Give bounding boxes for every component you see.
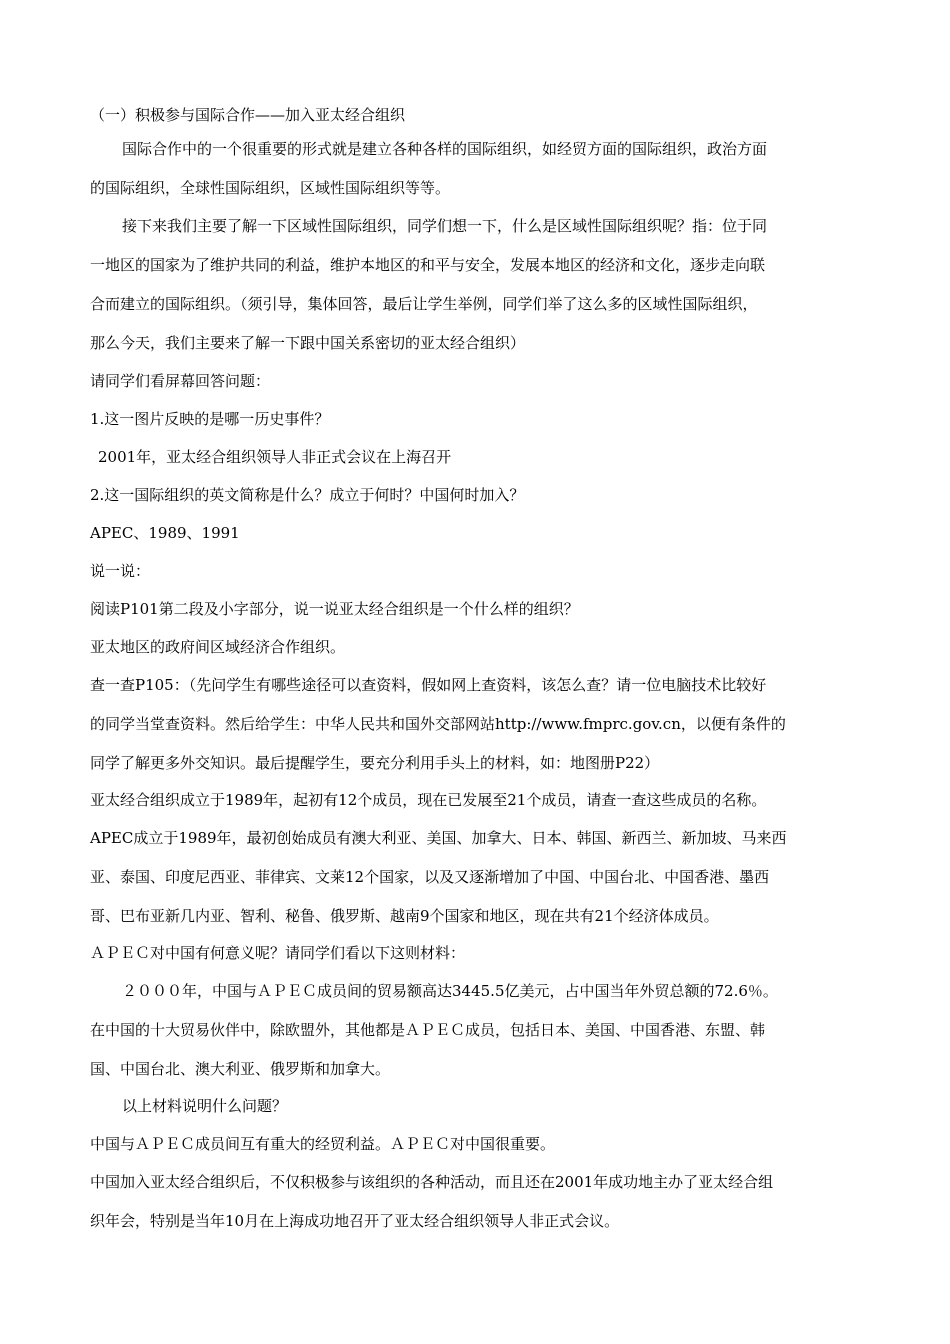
reading-task: 阅读P101第二段及小字部分，说一说亚太经合组织是一个什么样的组织？ <box>90 600 579 618</box>
answer-2: APEC、1989、1991 <box>90 524 240 542</box>
paragraph-international-cooperation <box>90 140 767 198</box>
text-line: 国、中国台北、澳大利亚、俄罗斯和加拿大。 <box>90 1060 391 1078</box>
text-line: ２０００年，中国与ＡＰＥＣ成员间的贸易额高达3445.5亿美元，占中国当年外贸总额的72.6％。 <box>122 982 778 1000</box>
question-2: 2.这一国际组织的英文简称是什么？成立于何时？中国何时加入？ <box>90 486 525 504</box>
apec-members <box>90 829 787 926</box>
text-line: APEC成立于1989年，最初创始成员有澳大利亚、美国、加拿大、日本、韩国、新西兰、新加坡、马来西 <box>90 829 787 847</box>
text-line: 在中国的十大贸易伙伴中，除欧盟外，其他都是ＡＰＥＣ成员，包括日本、美国、中国香港、东盟、韩 <box>90 1021 766 1039</box>
text-line: 哥、巴布亚新几内亚、智利、秘鲁、俄罗斯、越南9个国家和地区，现在共有21个经济体成员。 <box>90 907 719 925</box>
text-line: 亚、泰国、印度尼西亚、菲律宾、文莱12个国家，以及又逐渐增加了中国、中国台北、中国香港、墨西 <box>90 868 770 886</box>
text-line: 国际合作中的一个很重要的形式就是建立各种各样的国际组织，如经贸方面的国际组织，政治方面 <box>122 140 768 158</box>
screen-prompt: 请同学们看屏幕回答问题： <box>90 372 271 390</box>
text-line: 的同学当堂查资料。然后给学生：中华人民共和国外交部网站http://www.fmprc.gov.cn，以便有条件的 <box>90 715 786 733</box>
conclusion-paragraph <box>90 1173 773 1231</box>
apec-intro: 亚太经合组织成立于1989年，起初有12个成员，现在已发展至21个成员，请查一查这些成员的名称。 <box>90 791 767 809</box>
material-answer: 中国与ＡＰＥＣ成员间互有重大的经贸利益。ＡＰＥＣ对中国很重要。 <box>90 1135 556 1153</box>
significance-question: ＡＰＥＣ对中国有何意义呢？请同学们看以下这则材料： <box>90 944 466 962</box>
section-heading: （一）积极参与国际合作——加入亚太经合组织 <box>90 106 406 124</box>
text-line: 一地区的国家为了维护共同的利益，维护本地区的和平与安全，发展本地区的经济和文化，逐步走向联 <box>90 256 766 274</box>
text-line: 同学了解更多外交知识。最后提醒学生，要充分利用手头上的材料，如：地图册P22） <box>90 754 660 772</box>
text-line: 织年会，特别是当年10月在上海成功地召开了亚太经合组织领导人非正式会议。 <box>90 1212 620 1230</box>
reading-answer: 亚太地区的政府间区域经济合作组织。 <box>90 638 346 656</box>
answer-1: 2001年，亚太经合组织领导人非正式会议在上海召开 <box>98 448 452 466</box>
text-line: 那么今天，我们主要来了解一下跟中国关系密切的亚太经合组织） <box>90 334 526 352</box>
question-1: 1.这一图片反映的是哪一历史事件？ <box>90 410 330 428</box>
text-line: 的国际组织，全球性国际组织，区域性国际组织等等。 <box>90 179 451 197</box>
check-task <box>90 676 786 773</box>
text-line: 合而建立的国际组织。（须引导，集体回答，最后让学生举例，同学们举了这么多的区域性国际组织， <box>90 295 758 313</box>
text-line: 中国加入亚太经合组织后，不仅积极参与该组织的各种活动，而且还在2001年成功地主办了亚太经合组 <box>90 1173 774 1191</box>
text-line: 接下来我们主要了解一下区域性国际组织，同学们想一下，什么是区域性国际组织呢？指：位于同 <box>122 217 768 235</box>
text-line: 查一查P105：（先问学生有哪些途径可以查资料，假如网上查资料，该怎么查？请一位电脑技术比较好 <box>90 676 767 694</box>
paragraph-regional-organizations <box>90 217 767 353</box>
trade-material <box>90 982 778 1079</box>
material-question: 以上材料说明什么问题？ <box>122 1097 288 1115</box>
say-heading: 说一说： <box>90 562 151 580</box>
